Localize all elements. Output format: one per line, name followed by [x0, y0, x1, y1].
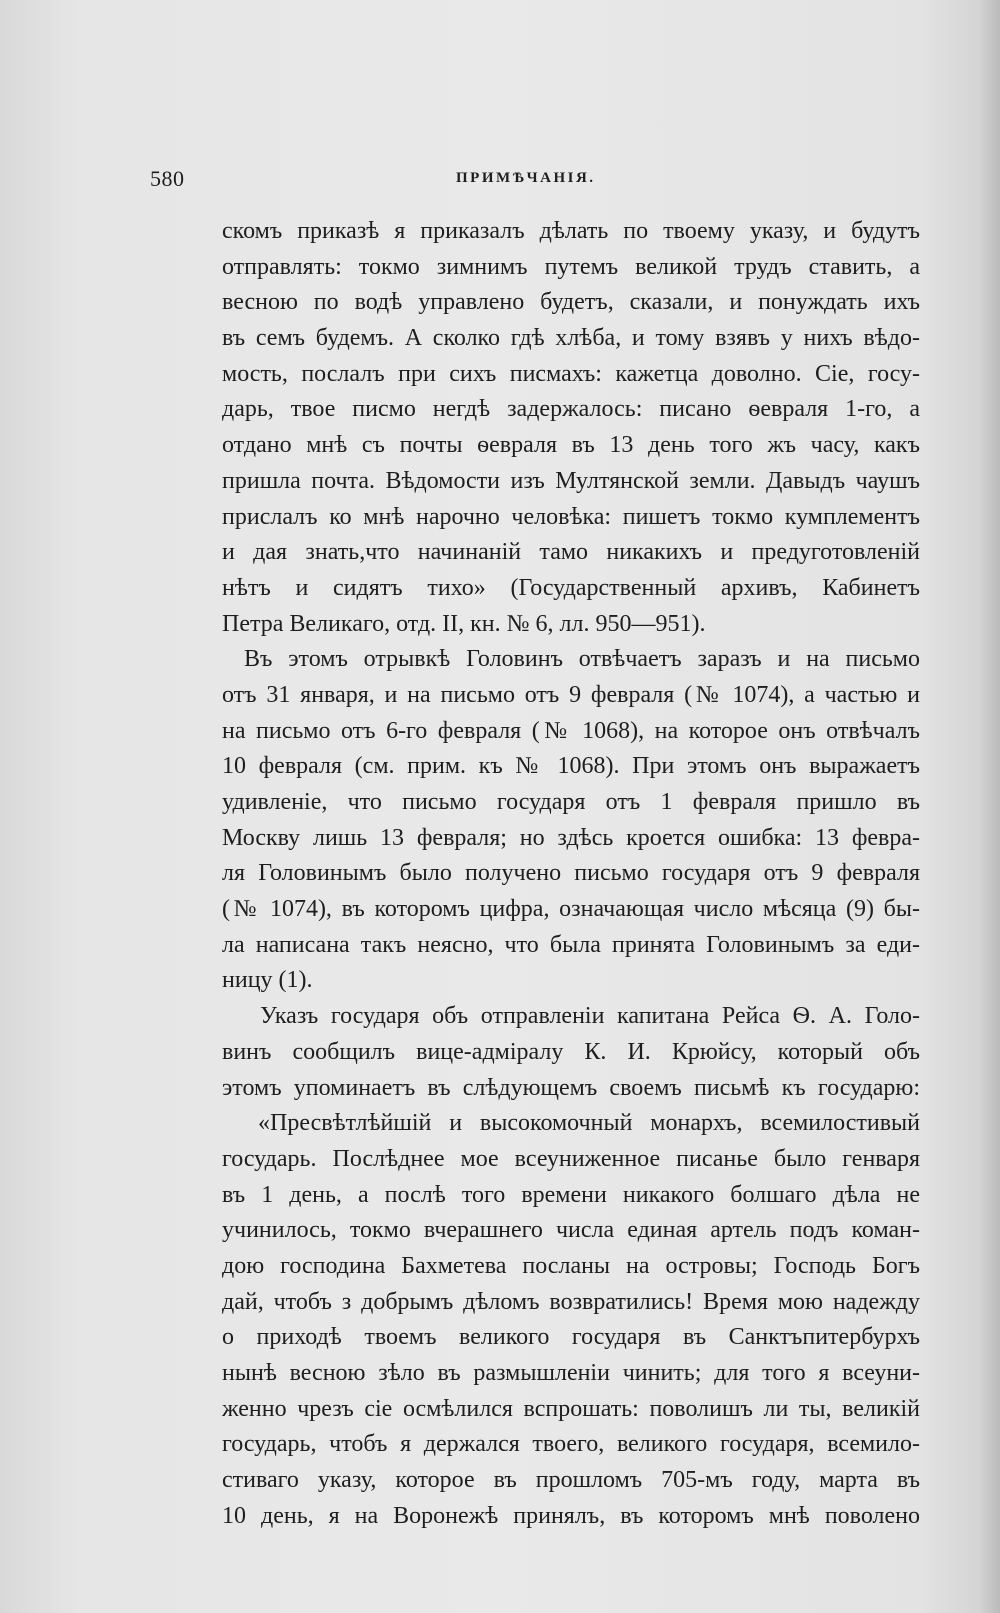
text-line: нѣтъ и сидятъ тихо» (Государственный архивъ, Кабинетъ — [222, 574, 920, 601]
text-line: ницу (1). — [222, 967, 313, 994]
page-number: 580 — [150, 166, 185, 191]
text-line: Москву лишь 13 февраля; но здѣсь кроется ошибка: 13 февра- — [222, 824, 920, 851]
text-line: стиваго указу, которое въ прошломъ 705-мъ году, марта въ — [222, 1467, 920, 1494]
text-line: дарь, твое писмо негдѣ задержалось: писано ѳевраля 1-го, а — [222, 396, 920, 423]
text-line: отправлять: токмо зимнимъ путемъ великой трудъ ставить, а — [222, 253, 920, 280]
text-line: скомъ приказѣ я приказалъ дѣлать по твоему указу, и будутъ — [222, 218, 920, 244]
text-line: удивленіе, что письмо государя отъ 1 февраля пришло въ — [222, 789, 920, 815]
text-line: (№ 1074), въ которомъ цифра, означающая число мѣсяца (9) бы- — [222, 896, 920, 923]
text-line: женно чрезъ сіе осмѣлился вспрошать: поволишъ ли ты, великій — [222, 1395, 920, 1422]
text-line: ла написана такъ неясно, что была принята Головинымъ за еди- — [222, 931, 920, 958]
text-line: Петра Великаго, отд. II, кн. № 6, лл. 950—951). — [222, 610, 706, 637]
text-line: 10 день, я на Воронежѣ принялъ, въ которомъ мнѣ поволено — [222, 1502, 920, 1529]
text-line: отъ 31 января, и на письмо отъ 9 февраля (№ 1074), а частью и — [222, 681, 920, 708]
text-line: пришла почта. Вѣдомости изъ Мултянской земли. Давыдъ чаушъ — [222, 467, 920, 494]
text-line: весною по водѣ управлено будетъ, сказали, и понуждать ихъ — [222, 289, 920, 316]
text-line: 10 февраля (см. прим. къ № 1068). При этомъ онъ выражаетъ — [222, 753, 920, 780]
paragraph-first-line: Въ этомъ отрывкѣ Головинъ отвѣчаетъ заразъ и на письмо — [244, 646, 920, 673]
text-line: государь, чтобъ я держался твоего, великого государя, всемило- — [222, 1431, 920, 1458]
quote-first-line: «Пресвѣтлѣйшій и высокомочный монархъ, всемилостивый — [258, 1110, 920, 1137]
text-line: прислалъ ко мнѣ нарочно человѣка: пишетъ токмо кумплементъ — [222, 503, 920, 530]
text-line: въ семъ будемъ. А сколко гдѣ хлѣба, и тому взявъ у нихъ вѣдо- — [222, 325, 920, 352]
text-line: отдано мнѣ съ почты ѳевраля въ 13 день того жъ часу, какъ — [222, 432, 920, 459]
text-line: государь. Послѣднее мое всеуниженное писанье было генваря — [222, 1145, 920, 1172]
body-text — [222, 214, 920, 1534]
text-line: этомъ упоминаетъ въ слѣдующемъ своемъ письмѣ къ государю: — [222, 1074, 920, 1101]
text-line: винъ сообщилъ вице-адміралу К. И. Крюйсу, который объ — [222, 1038, 920, 1065]
text-line: ля Головинымъ было получено письмо государя отъ 9 февраля — [222, 860, 920, 887]
text-line: въ 1 день, а послѣ того времени никакого болшаго дѣла не — [222, 1181, 920, 1208]
text-line: мость, послалъ при сихъ писмахъ: кажетца доволно. Сіе, госу- — [222, 360, 920, 387]
text-line: и дая знать,что начинаній тамо никакихъ и предуготовленій — [222, 539, 920, 566]
text-line: нынѣ весною зѣло въ размышленіи чинить; для того я всеуни- — [222, 1360, 920, 1386]
running-title: ПРИМѢЧАНІЯ. — [456, 170, 596, 186]
text-line: дою господина Бахметева посланы на островы; Господь Богъ — [222, 1252, 920, 1279]
text-line: о приходѣ твоемъ великого государя въ Санктъпитербурхъ — [222, 1324, 920, 1351]
paragraph-first-line: Указъ государя объ отправленіи капитана Рейса Ѳ. А. Голо- — [260, 1003, 920, 1030]
text-line: на письмо отъ 6-го февраля (№ 1068), на которое онъ отвѣчалъ — [222, 717, 920, 744]
text-line: учинилось, токмо вчерашнего числа единая артель подъ коман- — [222, 1217, 920, 1244]
text-line: дай, чтобъ з добрымъ дѣломъ возвратились! Время мою надежду — [222, 1288, 920, 1315]
page-edge-shadow — [978, 0, 1000, 1613]
